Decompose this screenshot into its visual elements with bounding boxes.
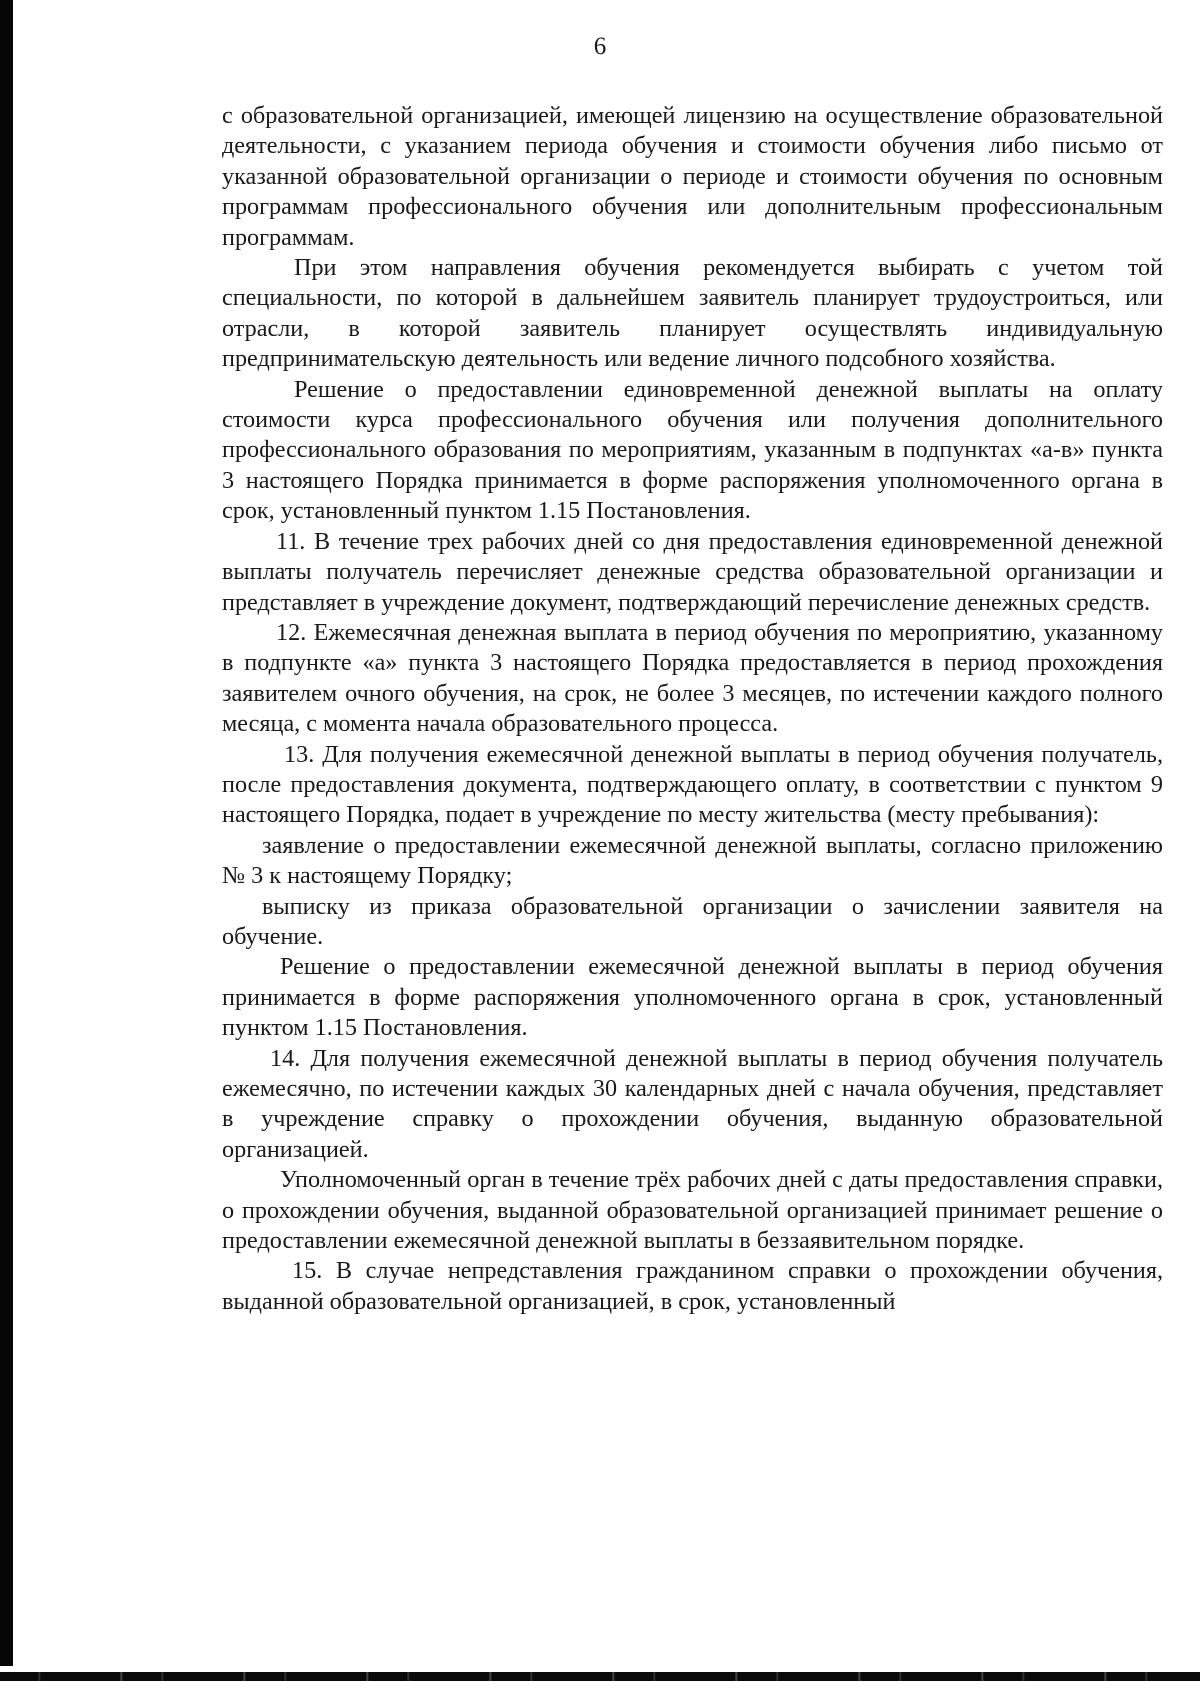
paragraph: Решение о предоставлении ежемесячной денежной выплаты в период обучения принимается в форме распоряжения уполномоченного органа в срок, установленный пунктом 1.15 Постановления. (222, 953, 1163, 1042)
paragraph: 13. Для получения ежемесячной денежной выплаты в период обучения получатель, после предоставления документа, подтверждающего оплату, в соответствии с пунктом 9 настоящего Порядка, подает в учреждение по месту жительства (месту пребывания): (222, 740, 1163, 829)
paragraph: заявление о предоставлении ежемесячной денежной выплаты, согласно приложению № 3 к настоящему Порядку; (222, 831, 1163, 890)
scan-border-bottom (0, 1666, 1200, 1691)
paragraph: 12. Ежемесячная денежная выплата в период обучения по мероприятию, указанному в подпункте «а» пункта 3 настоящего Порядка предоставляется в период прохождения заявителем очного обучения, на срок, не более 3 месяцев, по истечении каждого полного месяца, с момента начала образовательного процесса. (222, 618, 1163, 738)
paragraph: 11. В течение трех рабочих дней со дня предоставления единовременной денежной выплаты получатель перечисляет денежные средства образовательной организации и представляет в учреждение документ, подтверждающий перечисление денежных средств. (222, 527, 1163, 616)
paragraph: с образовательной организацией, имеющей лицензию на осуществление образовательной деятельности, с указанием периода обучения и стоимости обучения либо письмо от указанной образовательной организации о периоде и стоимости обучения по основным программам профессионального обучения или дополнительным профессиональным программам. (222, 102, 1163, 251)
paragraph: выписку из приказа образовательной организации о зачислении заявителя на обучение. (222, 892, 1163, 950)
scan-border-left (0, 0, 13, 1691)
paragraph: 14. Для получения ежемесячной денежной выплаты в период обучения получатель ежемесячно, по истечении каждых 30 календарных дней с начала обучения, представляет в учреждение справку о прохождении обучения, выданную образовательной организацией. (222, 1044, 1163, 1163)
document-body (222, 101, 1163, 1317)
paragraph: При этом направления обучения рекомендуется выбирать с учетом той специальности, по которой в дальнейшем заявитель планирует трудоустроиться, или отрасли, в которой заявитель планирует осуществлять индивидуальную предпринимательскую деятельность или ведение личного подсобного хозяйства. (222, 254, 1163, 373)
paragraph: Уполномоченный орган в течение трёх рабочих дней с даты предоставления справки, о прохождении обучения, выданной образовательной организацией принимает решение о предоставлении ежемесячной денежной выплаты в беззаявительном порядке. (222, 1166, 1163, 1255)
scan-border-bottom-bar (0, 1672, 1200, 1681)
paragraph: 15. В случае непредставления гражданином справки о прохождении обучения, выданной образовательной организацией, в срок, установленный (222, 1257, 1163, 1315)
page-number: 6 (593, 33, 607, 60)
paragraph: Решение о предоставлении единовременной денежной выплаты на оплату стоимости курса профессионального обучения или получения дополнительного профессионального образования по мероприятиям, указанным в подпунктах «а-в» пункта 3 настоящего Порядка принимается в форме распоряжения уполномоченного органа в срок, установленный пунктом 1.15 Постановления. (222, 375, 1163, 525)
